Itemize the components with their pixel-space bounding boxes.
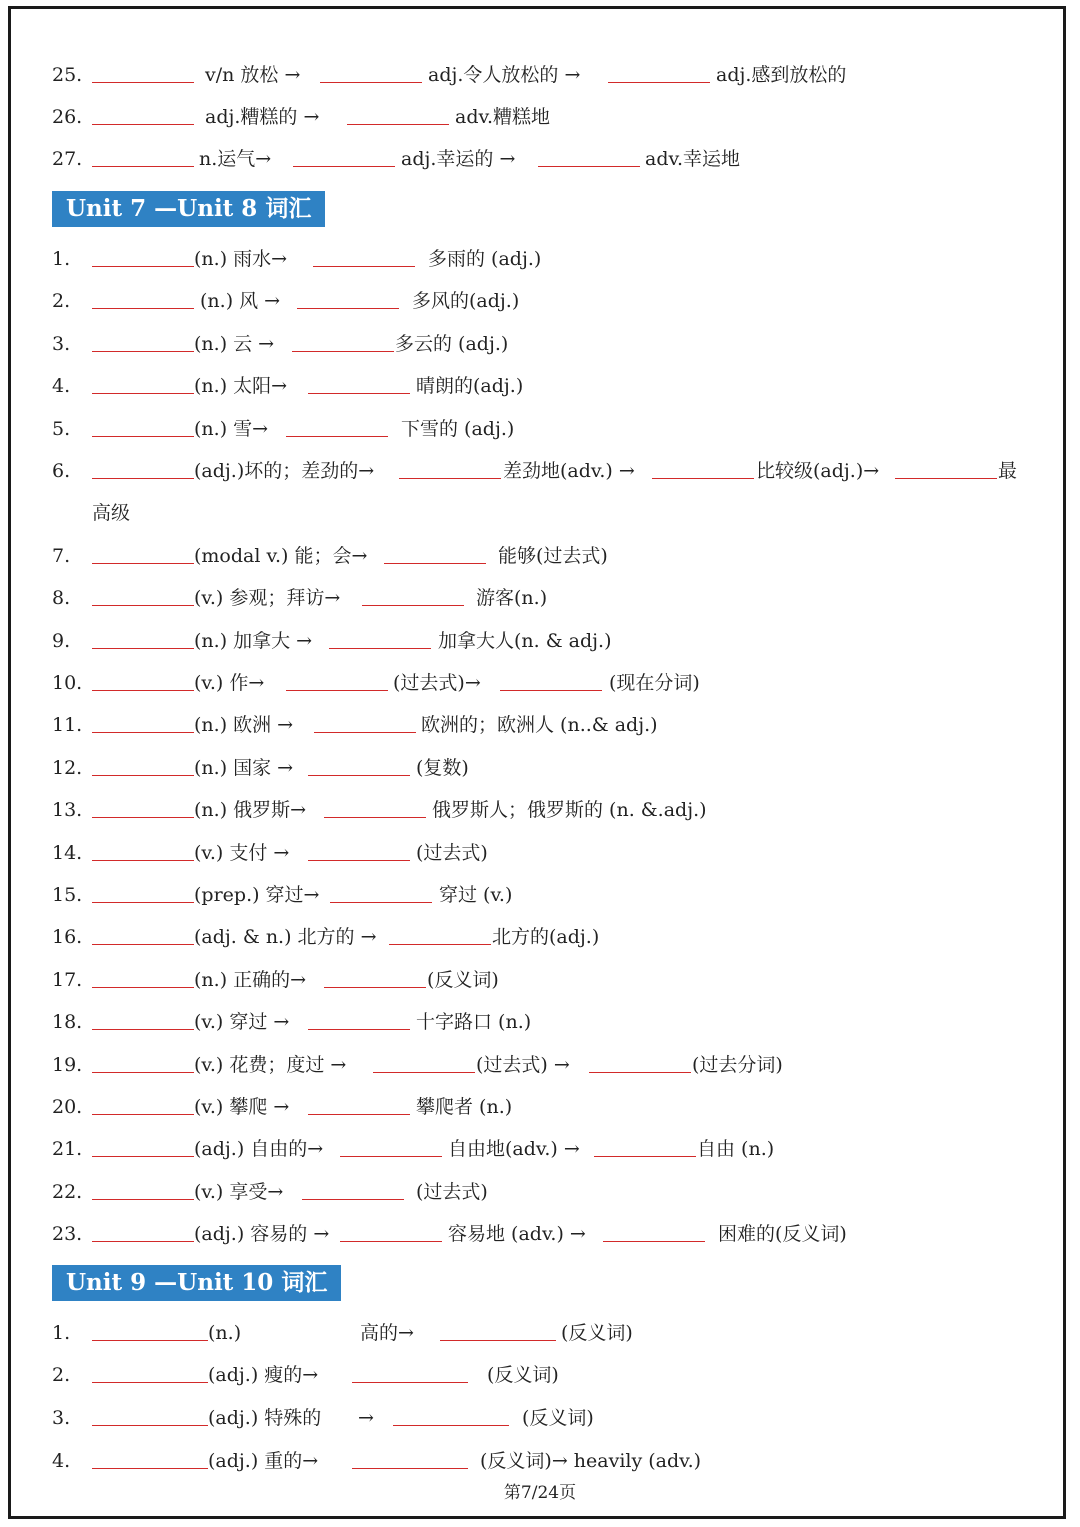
hint-text: 十字路口 (n.) xyxy=(416,1011,532,1033)
answer-blank[interactable] xyxy=(92,1177,194,1200)
item-number: 22. xyxy=(52,1181,83,1203)
hint-text: (n.) 风 → xyxy=(200,290,281,312)
answer-blank[interactable] xyxy=(352,1446,468,1469)
item-number: 17. xyxy=(52,969,83,991)
page-number: 第7/24页 xyxy=(503,1483,577,1503)
hint-text: (n.) 加拿大 → xyxy=(194,630,313,652)
answer-blank[interactable] xyxy=(594,1134,696,1157)
answer-blank[interactable] xyxy=(92,144,194,167)
hint-text: (反义词) xyxy=(427,969,499,991)
item-number: 3. xyxy=(52,333,71,355)
item-number: 4. xyxy=(52,375,71,397)
hint-text: n.运气→ xyxy=(199,148,272,170)
hint-text: adj.令人放松的 → xyxy=(428,64,581,86)
hint-text: (n.) xyxy=(208,1322,242,1344)
hint-text: (adj.) 重的→ xyxy=(208,1450,319,1472)
hint-text: 北方的(adj.) xyxy=(492,926,600,948)
answer-blank[interactable] xyxy=(340,1219,442,1242)
answer-blank[interactable] xyxy=(92,244,194,267)
hint-text: (过去式) → xyxy=(476,1054,570,1076)
item-number: 14. xyxy=(52,842,83,864)
answer-blank[interactable] xyxy=(92,1007,194,1030)
answer-blank[interactable] xyxy=(352,1360,468,1383)
hint-text: adj.糟糕的 → xyxy=(205,106,320,128)
hint-text: 穿过 (v.) xyxy=(439,884,513,906)
answer-blank[interactable] xyxy=(330,880,432,903)
answer-blank[interactable] xyxy=(92,922,194,945)
answer-blank[interactable] xyxy=(293,144,395,167)
hint-text: (n.) 国家 → xyxy=(194,757,294,779)
answer-blank[interactable] xyxy=(308,371,410,394)
answer-blank[interactable] xyxy=(500,668,602,691)
hint-text: 比较级(adj.)→ xyxy=(756,460,880,482)
hint-text: (v.) 攀爬 → xyxy=(194,1096,290,1118)
answer-blank[interactable] xyxy=(320,60,422,83)
answer-blank[interactable] xyxy=(286,668,388,691)
hint-text: (v.) 享受→ xyxy=(194,1181,284,1203)
hint-text: (adj.)坏的；差劲的→ xyxy=(194,460,375,482)
hint-text: 多雨的 (adj.) xyxy=(428,248,542,270)
unit7-8-heading: Unit 7 —Unit 8 词汇 xyxy=(52,191,325,227)
answer-blank[interactable] xyxy=(608,60,710,83)
hint-text: (过去式) xyxy=(416,842,488,864)
answer-blank[interactable] xyxy=(308,838,410,861)
answer-blank[interactable] xyxy=(286,414,388,437)
answer-blank[interactable] xyxy=(92,1318,208,1341)
answer-blank[interactable] xyxy=(92,1360,208,1383)
hint-text: 游客(n.) xyxy=(476,587,548,609)
hint-text: (现在分词) xyxy=(609,672,700,694)
hint-text: (v.) 参观；拜访→ xyxy=(194,587,341,609)
item-number: 27. xyxy=(52,148,83,170)
answer-blank[interactable] xyxy=(92,753,194,776)
item-number: 8. xyxy=(52,587,71,609)
hint-text: 加拿大人(n. & adj.) xyxy=(438,630,612,652)
answer-blank[interactable] xyxy=(92,583,194,606)
answer-blank[interactable] xyxy=(92,1403,208,1426)
answer-blank[interactable] xyxy=(329,626,431,649)
hint-text: (v.) 支付 → xyxy=(194,842,290,864)
item-number: 19. xyxy=(52,1054,83,1076)
hint-text: 晴朗的(adj.) xyxy=(416,375,524,397)
hint-text: 欧洲的；欧洲人 (n..& adj.) xyxy=(421,714,658,736)
hint-text: 攀爬者 (n.) xyxy=(416,1096,513,1118)
hint-text: (adj.) 容易的 → xyxy=(194,1223,330,1245)
item-number: 13. xyxy=(52,799,83,821)
hint-text: 容易地 (adv.) → xyxy=(448,1223,586,1245)
answer-blank[interactable] xyxy=(389,922,491,945)
hint-text: (过去分词) xyxy=(692,1054,783,1076)
hint-text: (v.) 花费；度过 → xyxy=(194,1054,347,1076)
item-number: 2. xyxy=(52,290,71,312)
hint-text: adv.幸运地 xyxy=(645,148,741,170)
item-number: 21. xyxy=(52,1138,83,1160)
item-number: 23. xyxy=(52,1223,83,1245)
answer-blank[interactable] xyxy=(92,1092,194,1115)
answer-blank[interactable] xyxy=(292,329,394,352)
hint-text: (复数) xyxy=(416,757,469,779)
hint-text: (adj.) 特殊的 xyxy=(208,1407,322,1429)
hint-text: adj.幸运的 → xyxy=(401,148,516,170)
hint-text: adv.糟糕地 xyxy=(455,106,551,128)
hint-text: (n.) 太阳→ xyxy=(194,375,288,397)
item-number: 3. xyxy=(52,1407,71,1429)
answer-blank[interactable] xyxy=(92,414,194,437)
answer-blank[interactable] xyxy=(92,1050,194,1073)
item-number: 26. xyxy=(52,106,83,128)
item-number: 5. xyxy=(52,418,71,440)
hint-text: 能够(过去式) xyxy=(498,545,608,567)
answer-blank[interactable] xyxy=(92,710,194,733)
hint-text: (n.) 正确的→ xyxy=(194,969,307,991)
answer-blank[interactable] xyxy=(297,286,399,309)
answer-blank[interactable] xyxy=(92,541,194,564)
hint-text: (v.) 作→ xyxy=(194,672,265,694)
item-number: 16. xyxy=(52,926,83,948)
answer-blank[interactable] xyxy=(92,329,194,352)
hint-text: (n.) 雨水→ xyxy=(194,248,288,270)
answer-blank[interactable] xyxy=(308,753,410,776)
item-number: 11. xyxy=(52,714,83,736)
answer-blank[interactable] xyxy=(384,541,486,564)
item-number: 1. xyxy=(52,1322,71,1344)
hint-text: (prep.) 穿过→ xyxy=(194,884,320,906)
unit9-10-heading: Unit 9 —Unit 10 词汇 xyxy=(52,1265,341,1301)
hint-text: adj.感到放松的 xyxy=(716,64,847,86)
hint-text: → xyxy=(358,1407,374,1429)
hint-text: (adj. & n.) 北方的 → xyxy=(194,926,377,948)
answer-blank[interactable] xyxy=(92,1446,208,1469)
hint-text: (过去式)→ xyxy=(393,672,481,694)
answer-blank[interactable] xyxy=(440,1318,556,1341)
answer-blank[interactable] xyxy=(652,456,754,479)
hint-text: 差劲地(adv.) → xyxy=(503,460,635,482)
answer-blank[interactable] xyxy=(347,102,449,125)
item-number: 9. xyxy=(52,630,71,652)
hint-text: (反义词)→ heavily (adv.) xyxy=(480,1450,702,1472)
answer-blank[interactable] xyxy=(92,1134,194,1157)
answer-blank[interactable] xyxy=(313,244,415,267)
answer-blank[interactable] xyxy=(538,144,640,167)
answer-blank[interactable] xyxy=(340,1134,442,1157)
answer-blank[interactable] xyxy=(92,880,194,903)
hint-text: (n.) 雪→ xyxy=(194,418,269,440)
hint-text: 俄罗斯人；俄罗斯的 (n. &.adj.) xyxy=(432,799,707,821)
answer-blank[interactable] xyxy=(399,456,501,479)
item-number: 15. xyxy=(52,884,83,906)
item-number: 4. xyxy=(52,1450,71,1472)
item-number: 20. xyxy=(52,1096,83,1118)
answer-blank[interactable] xyxy=(308,1092,410,1115)
answer-blank[interactable] xyxy=(92,668,194,691)
answer-blank[interactable] xyxy=(314,710,416,733)
item-number: 18. xyxy=(52,1011,83,1033)
hint-text: (反义词) xyxy=(522,1407,594,1429)
hint-text: (modal v.) 能；会→ xyxy=(194,545,368,567)
answer-blank[interactable] xyxy=(92,60,194,83)
answer-blank[interactable] xyxy=(393,1403,509,1426)
hint-text: (n.) 欧洲 → xyxy=(194,714,294,736)
hint-text: (v.) 穿过 → xyxy=(194,1011,290,1033)
answer-blank[interactable] xyxy=(92,371,194,394)
continuation-text: 高级 xyxy=(92,502,131,524)
hint-text: (adj.) 自由的→ xyxy=(194,1138,324,1160)
item-number: 10. xyxy=(52,672,83,694)
answer-blank[interactable] xyxy=(92,838,194,861)
hint-text: 多云的 (adj.) xyxy=(395,333,509,355)
item-number: 7. xyxy=(52,545,71,567)
answer-blank[interactable] xyxy=(324,965,426,988)
hint-text: (adj.) 瘦的→ xyxy=(208,1364,319,1386)
hint-text: v/n 放松 → xyxy=(205,64,301,86)
answer-blank[interactable] xyxy=(92,626,194,649)
answer-blank[interactable] xyxy=(92,965,194,988)
item-number: 2. xyxy=(52,1364,71,1386)
hint-text: (n.) 云 → xyxy=(194,333,275,355)
answer-blank[interactable] xyxy=(895,456,997,479)
hint-text: 自由地(adv.) → xyxy=(448,1138,580,1160)
hint-text: 困难的(反义词) xyxy=(718,1223,847,1245)
item-number: 6. xyxy=(52,460,71,482)
answer-blank[interactable] xyxy=(92,456,194,479)
answer-blank[interactable] xyxy=(92,1219,194,1242)
hint-text: (反义词) xyxy=(561,1322,633,1344)
answer-blank[interactable] xyxy=(373,1050,475,1073)
item-number: 25. xyxy=(52,64,83,86)
answer-blank[interactable] xyxy=(92,795,194,818)
hint-text: (反义词) xyxy=(487,1364,559,1386)
answer-blank[interactable] xyxy=(308,1007,410,1030)
answer-blank[interactable] xyxy=(302,1177,404,1200)
hint-text: 多风的(adj.) xyxy=(412,290,520,312)
answer-blank[interactable] xyxy=(324,795,426,818)
hint-text: (过去式) xyxy=(416,1181,488,1203)
answer-blank[interactable] xyxy=(92,102,194,125)
item-number: 1. xyxy=(52,248,71,270)
answer-blank[interactable] xyxy=(92,286,194,309)
item-number: 12. xyxy=(52,757,83,779)
hint-text: 最 xyxy=(998,460,1018,482)
answer-blank[interactable] xyxy=(589,1050,691,1073)
answer-blank[interactable] xyxy=(362,583,464,606)
hint-text: 下雪的 (adj.) xyxy=(401,418,515,440)
hint-text: 自由 (n.) xyxy=(697,1138,775,1160)
hint-text: (n.) 俄罗斯→ xyxy=(194,799,307,821)
answer-blank[interactable] xyxy=(603,1219,705,1242)
hint-text: 高的→ xyxy=(360,1322,414,1344)
